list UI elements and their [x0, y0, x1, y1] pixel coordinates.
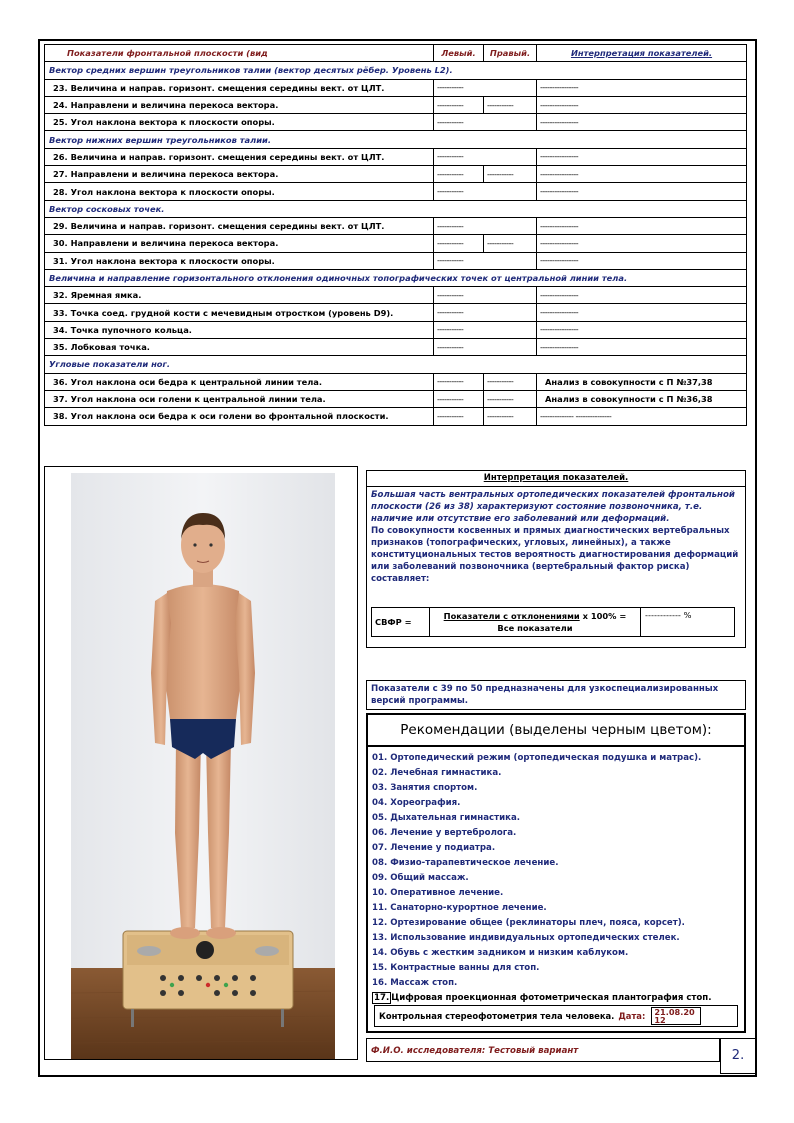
section-row	[45, 62, 747, 79]
recommendations-panel	[366, 713, 746, 1033]
table-row	[45, 287, 747, 304]
table-row	[45, 321, 747, 338]
interpretation-title: Интерпретация показателей.	[367, 471, 745, 487]
recommendations-title: Рекомендации (выделены черным цветом):	[368, 715, 744, 747]
patient-photo	[71, 473, 335, 1059]
row-interp-value: ----------------	[537, 217, 747, 234]
row-interp-value: ----------------	[537, 114, 747, 131]
row-interp-value: ----------------	[537, 287, 747, 304]
row-label: 24. Направлени и величина перекоса вектора.	[45, 96, 434, 113]
table-row	[45, 235, 747, 252]
recommendation-item: 14. Обувь с жестким задником и низким каблуком.	[372, 948, 629, 958]
table-row	[45, 114, 747, 131]
researcher-name: Ф.И.О. исследователя: Тестовый вариант	[366, 1038, 720, 1062]
recommendation-item: 04. Хореография.	[372, 798, 461, 808]
interpretation-paragraph-1: Большая часть вентральных ортопедических показателей фронтальной плоскости (26 из 38) характеризуют состояние позвоночника, т.е. наличие или отсутствие его заболеваний или деформаций.	[371, 490, 735, 524]
section-row	[45, 131, 747, 148]
row-label: 38. Угол наклона оси бедра к оси голени во фронтальной плоскости.	[45, 408, 434, 425]
recommendation-item: 02. Лечебная гимнастика.	[372, 768, 502, 778]
section-title: Величина и направление горизонтального отклонения одиночных топографических точек от центральной линии тела.	[45, 269, 747, 286]
recommendation-item: 15. Контрастные ванны для стоп.	[372, 963, 540, 973]
row-label: 23. Величина и направ. горизонт. смещения середины вект. от ЦЛТ.	[45, 79, 434, 96]
row-left-value: -----------	[434, 373, 484, 390]
interpretation-panel	[366, 470, 746, 648]
row-left-value: -----------	[434, 339, 537, 356]
recommendation-item: 13. Использование индивидуальных ортопедических стелек.	[372, 933, 680, 943]
row-interp-value: Анализ в совокупности с П №37,38	[537, 373, 747, 390]
row-left-value: -----------	[434, 408, 484, 425]
photo-frame	[44, 466, 358, 1060]
recommendation-item: 08. Физио-тарапевтическое лечение.	[372, 858, 559, 868]
svfr-mult: х 100% =	[579, 611, 627, 621]
section-title: Вектор средних вершин треугольников талии (вектор десятых рёбер. Уровень L2).	[45, 62, 747, 79]
recommendation-number-box: 17.	[374, 993, 390, 1003]
row-label: 27. Направлени и величина перекоса вектора.	[45, 166, 434, 183]
row-left-value: -----------	[434, 235, 484, 252]
header-right: Правый.	[484, 45, 537, 62]
table-row	[45, 304, 747, 321]
recommendation-item: 07. Лечение у подиатра.	[372, 843, 496, 853]
row-left-value: -----------	[434, 96, 484, 113]
section-row	[45, 269, 747, 286]
row-label: 33. Точка соед. грудной кости с мечевидным отростком (уровень D9).	[45, 304, 434, 321]
control-label: Контрольная стереофотометрия тела человека.	[379, 1011, 615, 1021]
page-number: 2.	[720, 1038, 756, 1074]
recommendations-list	[368, 747, 744, 1006]
row-right-value: -----------	[484, 373, 537, 390]
recommendation-text: Цифровая проекционная фотометрическая плантография стоп.	[391, 993, 712, 1003]
recommendation-item: 10. Оперативное лечение.	[372, 888, 504, 898]
row-right-value: -----------	[484, 166, 537, 183]
row-left-value: -----------	[434, 252, 537, 269]
row-label: 28. Угол наклона вектора к плоскости опоры.	[45, 183, 434, 200]
header-interp: Интерпретация показателей.	[537, 45, 747, 62]
row-interp-value: ----------------	[537, 304, 747, 321]
date-value: 21.08.2012	[651, 1007, 701, 1025]
section-title: Вектор сосковых точек.	[45, 200, 747, 217]
table-row	[45, 183, 747, 200]
row-left-value: -----------	[434, 217, 537, 234]
table-header-row	[45, 45, 747, 62]
row-left-value: -----------	[434, 287, 537, 304]
section-row	[45, 356, 747, 373]
row-interp-value: ----------------	[537, 339, 747, 356]
row-right-value: -----------	[484, 235, 537, 252]
header-left: Левый.	[434, 45, 484, 62]
svfr-result: ------------ %	[645, 610, 692, 620]
row-right-value: -----------	[484, 408, 537, 425]
svfr-fraction	[430, 608, 641, 636]
row-left-value: -----------	[434, 148, 537, 165]
row-left-value: -----------	[434, 166, 484, 183]
section-title: Угловые показатели ног.	[45, 356, 747, 373]
metrics-table	[44, 44, 747, 426]
recommendation-item: 06. Лечение у вертебролога.	[372, 828, 517, 838]
table-row	[45, 148, 747, 165]
section-row	[45, 200, 747, 217]
row-left-value: -----------	[434, 304, 537, 321]
row-interp-value: ----------------	[537, 166, 747, 183]
table-row	[45, 217, 747, 234]
recommendation-item: 05. Дыхательная гимнастика.	[372, 813, 521, 823]
svfr-numerator: Показатели с отклонениями	[443, 611, 580, 621]
section-title: Вектор нижних вершин треугольников талии.	[45, 131, 747, 148]
row-label: 29. Величина и направ. горизонт. смещения середины вект. от ЦЛТ.	[45, 217, 434, 234]
row-interp-value: ----------------	[537, 183, 747, 200]
recommendation-item: 16. Массаж стоп.	[372, 978, 458, 988]
date-label: Дата:	[618, 1011, 646, 1021]
row-label: 26. Величина и направ. горизонт. смещения середины вект. от ЦЛТ.	[45, 148, 434, 165]
control-stereophotometry	[374, 1005, 738, 1027]
table-row	[45, 79, 747, 96]
row-label: 31. Угол наклона вектора к плоскости опоры.	[45, 252, 434, 269]
row-interp-value: ----------------	[537, 96, 747, 113]
row-interp-value: ----------------	[537, 148, 747, 165]
table-row	[45, 166, 747, 183]
row-interp-value: Анализ в совокупности с П №36,38	[537, 390, 747, 407]
table-row	[45, 339, 747, 356]
row-label: 36. Угол наклона оси бедра к центральной линии тела.	[45, 373, 434, 390]
recommendation-item: 01. Ортопедический режим (ортопедическая подушка и матрас).	[372, 753, 702, 763]
table-row	[45, 252, 747, 269]
table-row	[45, 373, 747, 390]
row-label: 34. Точка пупочного кольца.	[45, 321, 434, 338]
row-left-value: -----------	[434, 79, 537, 96]
row-right-value: -----------	[484, 96, 537, 113]
row-interp-value: ----------------	[537, 79, 747, 96]
table-row	[45, 96, 747, 113]
row-left-value: -----------	[434, 114, 537, 131]
row-interp-value: ----------------	[537, 321, 747, 338]
recommendation-item: 11. Санаторно-курортное лечение.	[372, 903, 547, 913]
recommendation-item-selected	[372, 991, 740, 1006]
svfr-formula	[371, 607, 735, 637]
row-left-value: -----------	[434, 321, 537, 338]
row-left-value: -----------	[434, 183, 537, 200]
interpretation-paragraph-2: По совокупности косвенных и прямых диагностических вертебральных признаков (топографических, угловых, линейных), а также конституциональных тестов вероятность диагностирования деформаций или заболеваний позвоночника (вертебральный фактор риска) составляет:	[371, 526, 739, 584]
recommendation-item: 09. Общий массаж.	[372, 873, 469, 883]
table-row	[45, 408, 747, 425]
row-interp-value: ----------------	[537, 235, 747, 252]
recommendation-item: 12. Ортезирование общее (реклинаторы плеч, пояса, корсет).	[372, 918, 685, 928]
row-interp-value: ----------------	[537, 252, 747, 269]
row-right-value: -----------	[484, 390, 537, 407]
row-left-value: -----------	[434, 390, 484, 407]
row-label: 35. Лобковая точка.	[45, 339, 434, 356]
row-interp-value: -------------- ---------------	[537, 408, 747, 425]
svfr-denominator: Все показатели	[497, 623, 573, 633]
specialized-note: Показатели с 39 по 50 предназначены для узкоспециализированных версий программы.	[366, 680, 746, 710]
row-label: 37. Угол наклона оси голени к центральной линии тела.	[45, 390, 434, 407]
header-title: Показатели фронтальной плоскости (вид	[45, 45, 434, 62]
svfr-label: СВФР =	[372, 608, 430, 636]
row-label: 32. Яремная ямка.	[45, 287, 434, 304]
recommendation-item: 03. Занятия спортом.	[372, 783, 478, 793]
table-row	[45, 390, 747, 407]
row-label: 30. Направлени и величина перекоса вектора.	[45, 235, 434, 252]
row-label: 25. Угол наклона вектора к плоскости опоры.	[45, 114, 434, 131]
